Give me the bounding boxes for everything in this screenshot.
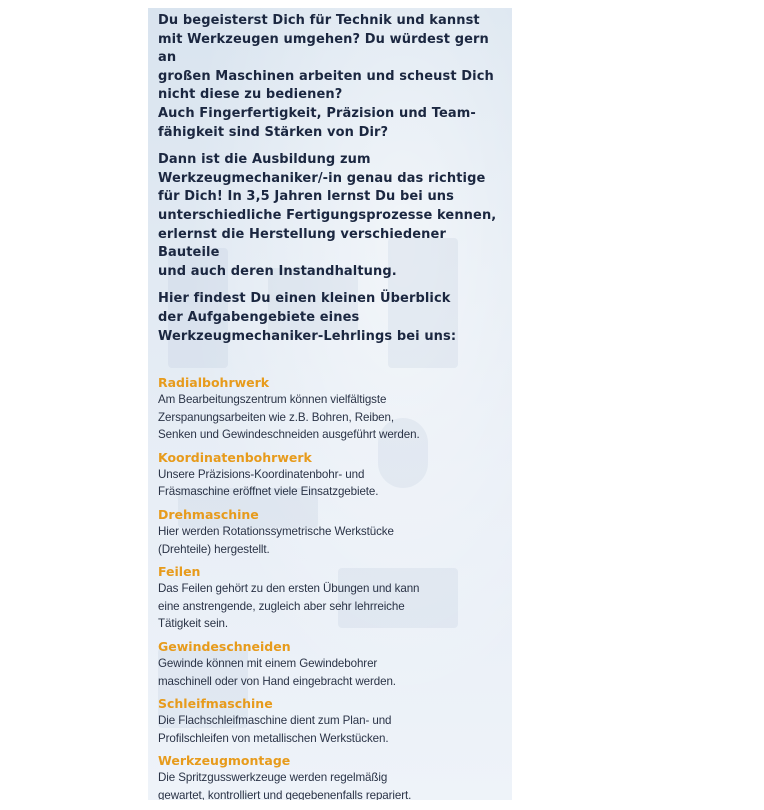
task-description: Am Bearbeitungszentrum können vielfältigste Zerspanungsarbeiten wie z.B. Bohren, Reiben, Senken und Gewindeschneiden ausgeführt werden. — [158, 393, 420, 442]
intro-paragraph: Hier findest Du einen kleinen Überblick der Aufgabengebiete eines Werkzeugmechaniker-Lehrlings bei uns: — [158, 291, 457, 344]
task-item — [158, 375, 503, 444]
task-item — [158, 753, 503, 800]
task-title: Werkzeugmontage — [158, 753, 291, 769]
task-title: Feilen — [158, 564, 201, 580]
task-title: Radialbohrwerk — [158, 375, 270, 391]
task-description: Hier werden Rotationssymetrische Werkstücke (Drehteile) hergestellt. — [158, 525, 394, 556]
task-title: Schleifmaschine — [158, 696, 273, 712]
task-item — [158, 564, 503, 633]
info-panel — [148, 8, 512, 800]
task-description: Unsere Präzisions-Koordinatenbohr- und Fräsmaschine eröffnet viele Einsatzgebiete. — [158, 467, 379, 499]
task-item — [158, 450, 503, 501]
task-item — [158, 639, 503, 690]
intro-section — [158, 12, 503, 346]
task-title: Drehmaschine — [158, 507, 259, 523]
content — [158, 12, 503, 800]
task-title: Gewindeschneiden — [158, 639, 291, 655]
task-item — [158, 507, 503, 558]
intro-paragraph: Du begeisterst Dich für Technik und kannst mit Werkzeugen umgehen? Du würdest gern an großen Maschinen arbeiten und scheust Dich nicht diese zu bedienen? Auch Fingerfertigkeit, Präzision und Team- fähigkeit sind Stärken von Dir? — [158, 13, 494, 140]
task-description: Die Spritzgusswerkzeuge werden regelmäßig gewartet, kontrolliert und gegebenenfalls repariert. — [158, 771, 412, 800]
task-description: Die Flachschleifmaschine dient zum Plan- und Profilschleifen von metallischen Werkstücken. — [158, 714, 392, 745]
task-list — [158, 375, 503, 800]
task-description: Gewinde können mit einem Gewindebohrer maschinell oder von Hand eingebracht werden. — [158, 657, 396, 688]
task-title: Koordinatenbohrwerk — [158, 449, 312, 465]
task-item — [158, 696, 503, 747]
task-description: Das Feilen gehört zu den ersten Übungen und kann eine anstrengende, zugleich aber sehr lehrreiche Tätigkeit sein. — [158, 582, 420, 631]
intro-paragraph: Dann ist die Ausbildung zum Werkzeugmechaniker/-in genau das richtige für Dich! In 3,5 Jahren lernst Du bei uns unterschiedliche Fertigungsprozesse kennen, erlernst die Herstellung verschiedener Bauteile und auch deren Instandhaltung. — [158, 152, 497, 279]
